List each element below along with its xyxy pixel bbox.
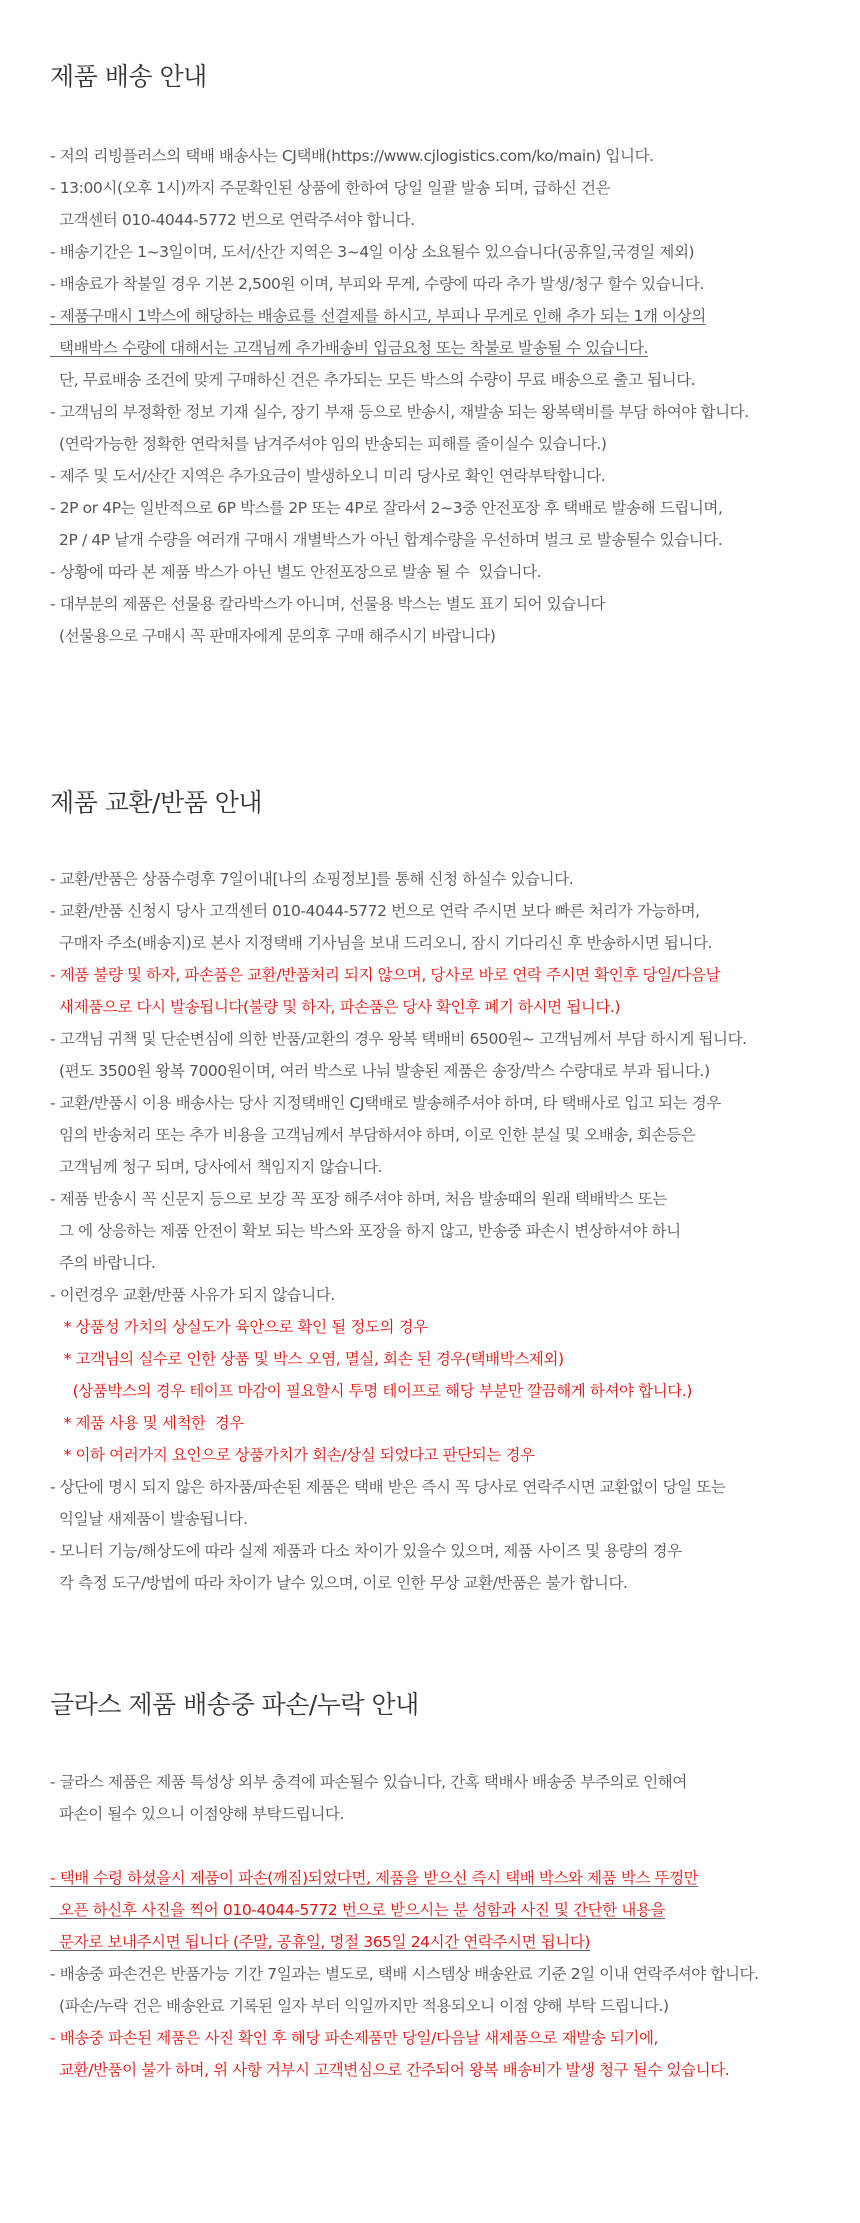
notice-text: 오픈 하신후 사진을 찍어 010-4044-5772 번으로 받으시는 분 성함과 사진 및 간단한 내용을 <box>50 1901 666 1919</box>
notice-line <box>50 300 850 332</box>
notice-line <box>50 1894 850 1926</box>
notice-line <box>50 1183 850 1215</box>
notice-text: * 고객님의 실수로 인한 상품 및 박스 오염, 멸실, 회손 된 경우(택배박스제외) <box>50 1350 564 1368</box>
notice-line <box>50 1862 850 1894</box>
notice-text: - 상단에 명시 되지 않은 하자품/파손된 제품은 택배 받은 즉시 꼭 당사로 연락주시면 교환없이 당일 또는 <box>50 1478 726 1496</box>
notice-line <box>50 268 850 300</box>
notice-text: (파손/누락 건은 배송완료 기록된 일자 부터 익일까지만 적용되오니 이점 양해 부탁 드립니다.) <box>50 1997 669 2015</box>
notice-line <box>50 1311 850 1343</box>
notice-line <box>50 1279 850 1311</box>
notice-line <box>50 2054 850 2086</box>
spacer <box>50 1830 850 1862</box>
notice-text: - 고객님의 부정확한 정보 기재 실수, 장기 부재 등으로 반송시, 재발송 되는 왕복택비를 부담 하여야 합니다. <box>50 403 749 421</box>
notice-line <box>50 927 850 959</box>
notice-text: (연락가능한 정확한 연락처를 남겨주셔야 임의 반송되는 피해를 줄이실수 있습니다.) <box>50 435 607 453</box>
notice-text: 단, 무료배송 조건에 맞게 구매하신 건은 추가되는 모든 박스의 수량이 무료 배송으로 출고 됩니다. <box>50 371 696 389</box>
notice-line <box>50 1151 850 1183</box>
notice-text: 그 에 상응하는 제품 안전이 확보 되는 박스와 포장을 하지 않고, 반송중 파손시 변상하셔야 하니 <box>50 1222 681 1240</box>
notice-line <box>50 1119 850 1151</box>
notice-line <box>50 895 850 927</box>
notice-text: 문자로 보내주시면 됩니다 (주말, 공휴일, 명절 365일 24시간 연락주시면 됩니다) <box>50 1933 591 1951</box>
notice-line <box>50 1055 850 1087</box>
notice-line <box>50 1503 850 1535</box>
notice-line <box>50 492 850 524</box>
notice-text: - 배송료가 착불일 경우 기본 2,500원 이며, 부피와 무게, 수량에 따라 추가 발생/청구 할수 있습니다. <box>50 275 704 293</box>
notice-text: - 상황에 따라 본 제품 박스가 아닌 별도 안전포장으로 발송 될 수 있습니다. <box>50 563 542 581</box>
notice-text: - 제품 불량 및 하자, 파손품은 교환/반품처리 되지 않으며, 당사로 바로 연락 주시면 확인후 당일/다음날 <box>50 966 721 984</box>
notice-line <box>50 588 850 620</box>
notice-line <box>50 364 850 396</box>
notice-line <box>50 1343 850 1375</box>
notice-line <box>50 863 850 895</box>
notice-line <box>50 620 850 652</box>
notice-line <box>50 1535 850 1567</box>
notice-text: - 이런경우 교환/반품 사유가 되지 않습니다. <box>50 1286 335 1304</box>
notice-text: - 제품 반송시 꼭 신문지 등으로 보강 꼭 포장 해주셔야 하며, 처음 발송때의 원래 택배박스 또는 <box>50 1190 667 1208</box>
notice-text: - 교환/반품은 상품수령후 7일이내[나의 쇼핑정보]를 통해 신청 하실수 있습니다. <box>50 870 574 888</box>
notice-line <box>50 1247 850 1279</box>
notice-line <box>50 2022 850 2054</box>
notice-text: * 제품 사용 및 세척한 경우 <box>50 1414 244 1432</box>
notice-line <box>50 460 850 492</box>
notice-line <box>50 1567 850 1599</box>
notice-line <box>50 1990 850 2022</box>
notice-text: (편도 3500원 왕복 7000원이며, 여러 박스로 나눠 발송된 제품은 송장/박스 수량대로 부과 됩니다.) <box>50 1062 710 1080</box>
notice-text: * 상품성 가치의 상실도가 육안으로 확인 될 정도의 경우 <box>50 1318 428 1336</box>
notice-text: 택배박스 수량에 대해서는 고객님께 추가배송비 입금요청 또는 착불로 발송될 수 있습니다. <box>50 339 649 357</box>
shipping-info-list <box>50 140 850 652</box>
glass-damage-section <box>50 1690 850 2079</box>
notice-text: - 교환/반품시 이용 배송사는 당사 지정택배인 CJ택배로 발송해주셔야 하며, 타 택배사로 입고 되는 경우 <box>50 1094 721 1112</box>
notice-line <box>50 1023 850 1055</box>
notice-text: - 글라스 제품은 제품 특성상 외부 충격에 파손될수 있습니다, 간혹 택배사 배송중 부주의로 인해여 <box>50 1773 687 1791</box>
notice-text: * 이하 여러가지 요인으로 상품가치가 회손/상실 되었다고 판단되는 경우 <box>50 1446 535 1464</box>
notice-text: 임의 반송처리 또는 추가 비용을 고객님께서 부담하셔야 하며, 이로 인한 분실 및 오배송, 회손등은 <box>50 1126 696 1144</box>
notice-line <box>50 1407 850 1439</box>
notice-line <box>50 1087 850 1119</box>
notice-line <box>50 396 850 428</box>
notice-text: (상품박스의 경우 테이프 마감이 필요할시 투명 테이프로 해당 부분만 깔끔해게 하셔야 합니다.) <box>50 1382 693 1400</box>
notice-line <box>50 204 850 236</box>
notice-text: - 택배 수령 하셨을시 제품이 파손(깨짐)되었다면, 제품을 받으신 즉시 택배 박스와 제품 박스 뚜껑만 <box>50 1869 699 1887</box>
notice-text: - 저의 리빙플러스의 택배 배송사는 CJ택배(https://www.cjlogistics.com/ko/main) 입니다. <box>50 147 654 165</box>
notice-line <box>50 1471 850 1503</box>
notice-text: 각 측정 도구/방법에 따라 차이가 날수 있으며, 이로 인한 무상 교환/반품은 불가 합니다. <box>50 1574 628 1592</box>
notice-line <box>50 1215 850 1247</box>
notice-text: - 교환/반품 신청시 당사 고객센터 010-4044-5772 번으로 연락 주시면 보다 빠른 처리가 가능하며, <box>50 902 700 920</box>
notice-text: - 13:00시(오후 1시)까지 주문확인된 상품에 한하여 당일 일괄 발송 되며, 급하신 건은 <box>50 179 611 197</box>
notice-text: 익일날 새제품이 발송됩니다. <box>50 1510 248 1528</box>
notice-line <box>50 556 850 588</box>
section-title: 글라스 제품 배송중 파손/누락 안내 <box>50 1690 419 1719</box>
notice-line <box>50 991 850 1023</box>
notice-text: - 배송중 파손건은 반품가능 기간 7일과는 별도로, 택배 시스템상 배송완료 기준 2일 이내 연락주셔야 합니다. <box>50 1965 759 1983</box>
notice-text: 구매자 주소(배송지)로 본사 지정택배 기사님을 보내 드리오니, 잠시 기다리신 후 반송하시면 됩니다. <box>50 934 713 952</box>
notice-text: 고객센터 010-4044-5772 번으로 연락주셔야 합니다. <box>50 211 415 229</box>
notice-line <box>50 332 850 364</box>
notice-text: - 대부분의 제품은 선물용 칼라박스가 아니며, 선물용 박스는 별도 표기 되어 있습니다 <box>50 595 606 613</box>
notice-line <box>50 1375 850 1407</box>
notice-text: 2P / 4P 낱개 수량을 여러개 구매시 개별박스가 아닌 합계수량을 우선하며 벌크 로 발송될수 있습니다. <box>50 531 723 549</box>
notice-text: - 배송기간은 1~3일이며, 도서/산간 지역은 3~4일 이상 소요될수 있으습니다(공휴일,국경일 제외) <box>50 243 695 261</box>
notice-text: 교환/반품이 불가 하며, 위 사항 거부시 고객변심으로 간주되어 왕복 배송비가 발생 청구 될수 있습니다. <box>50 2061 730 2079</box>
glass-damage-list <box>50 1766 850 2086</box>
notice-text: - 제품구매시 1박스에 해당하는 배송료를 선결제를 하시고, 부피나 무게로 인해 추가 되는 1개 이상의 <box>50 307 706 325</box>
notice-text: - 2P or 4P는 일반적으로 6P 박스를 2P 또는 4P로 잘라서 2~3중 안전포장 후 택배로 발송해 드립니며, <box>50 499 723 517</box>
notice-text: 주의 바랍니다. <box>50 1254 156 1272</box>
notice-line <box>50 172 850 204</box>
notice-text: 고객님께 청구 되며, 당사에서 책임지지 않습니다. <box>50 1158 383 1176</box>
notice-line <box>50 524 850 556</box>
section-title: 제품 배송 안내 <box>50 62 207 91</box>
notice-line <box>50 1439 850 1471</box>
section-title: 제품 교환/반품 안내 <box>50 788 263 817</box>
notice-line <box>50 1958 850 1990</box>
notice-line <box>50 428 850 460</box>
notice-text: 새제품으로 다시 발송됩니다(불량 및 하자, 파손품은 당사 확인후 폐기 하시면 됩니다.) <box>50 998 621 1016</box>
notice-line <box>50 140 850 172</box>
notice-text: - 모니터 기능/해상도에 따라 실제 제품과 다소 차이가 있을수 있으며, 제품 사이즈 및 용량의 경우 <box>50 1542 682 1560</box>
notice-text: - 제주 및 도서/산간 지역은 추가요금이 발생하오니 미리 당사로 확인 연락부탁합니다. <box>50 467 606 485</box>
notice-line <box>50 1766 850 1798</box>
notice-text: - 배송중 파손된 제품은 사진 확인 후 해당 파손제품만 당일/다음날 새제품으로 재발송 되기에, <box>50 2029 659 2047</box>
notice-line <box>50 1926 850 1958</box>
notice-text: 파손이 될수 있으니 이점양해 부탁드립니다. <box>50 1805 345 1823</box>
exchange-return-section <box>50 788 850 1592</box>
notice-text: - 고객님 귀책 및 단순변심에 의한 반품/교환의 경우 왕복 택배비 6500원~ 고객님께서 부담 하시게 됩니다. <box>50 1030 747 1048</box>
shipping-info-section <box>50 62 850 645</box>
notice-text: (선물용으로 구매시 꼭 판매자에게 문의후 구매 해주시기 바랍니다) <box>50 627 496 645</box>
notice-line <box>50 1798 850 1830</box>
exchange-return-list <box>50 863 850 1599</box>
notice-line <box>50 236 850 268</box>
notice-line <box>50 959 850 991</box>
